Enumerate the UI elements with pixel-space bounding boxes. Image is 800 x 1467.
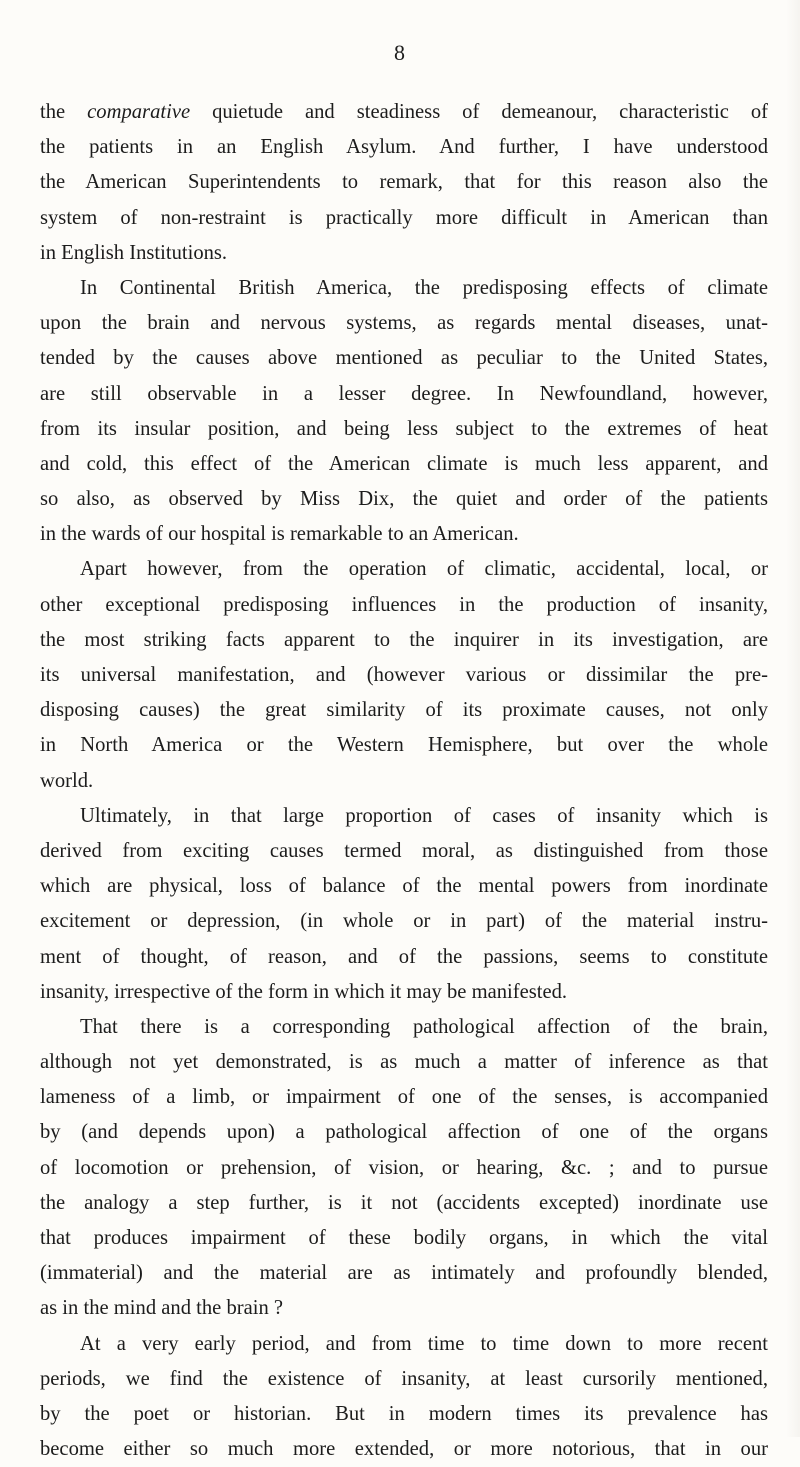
- page-edge-shadow: [786, 0, 800, 1437]
- text-line: derived from exciting causes termed moral, as distinguished from those: [40, 839, 768, 862]
- paragraph-first-line: At a very early period, and from time to time down to more recent: [80, 1332, 768, 1355]
- text-line: (immaterial) and the material are as intimately and profoundly blended,: [40, 1262, 768, 1285]
- text-line: although not yet demonstrated, is as much a matter of inference as that: [40, 1051, 768, 1074]
- text-line: lameness of a limb, or impairment of one of the senses, is accompanied: [40, 1086, 768, 1109]
- text-line: from its insular position, and being less subject to the extremes of heat: [40, 417, 768, 440]
- text-line: become either so much more extended, or more notorious, that in our: [40, 1438, 768, 1461]
- text-line: world.: [40, 769, 94, 792]
- text-line: the American Superintendents to remark, that for this reason also the: [40, 171, 768, 194]
- text-line: system of non-restraint is practically more difficult in American than: [40, 206, 768, 229]
- text-line: periods, we find the existence of insanity, at least cursorily mentioned,: [40, 1367, 768, 1390]
- text-line: by the poet or historian. But in modern times its prevalence has: [40, 1402, 768, 1425]
- text-line: in English Institutions.: [40, 241, 228, 264]
- page-number: 8: [394, 40, 406, 65]
- text-line: excitement or depression, (in whole or in part) of the material instru-: [40, 910, 768, 933]
- text-line: of locomotion or prehension, of vision, or hearing, &c. ; and to pursue: [40, 1156, 768, 1179]
- text-line: the most striking facts apparent to the inquirer in its investigation, are: [40, 628, 768, 651]
- text-line: disposing causes) the great similarity of its proximate causes, not only: [40, 699, 768, 722]
- text-line: and cold, this effect of the American climate is much less apparent, and: [40, 452, 768, 475]
- body-text: [40, 95, 768, 1467]
- paragraph-first-line: That there is a corresponding pathological affection of the brain,: [80, 1015, 768, 1038]
- text-line: its universal manifestation, and (however various or dissimilar the pre-: [40, 664, 768, 686]
- text-line: tended by the causes above mentioned as peculiar to the United States,: [40, 347, 768, 370]
- text-line: as in the mind and the brain ?: [40, 1297, 284, 1320]
- emphasized-word: comparative: [87, 101, 191, 123]
- text-line: by (and depends upon) a pathological affection of one of the organs: [40, 1121, 768, 1144]
- paragraph-first-line: Apart however, from the operation of climatic, accidental, local, or: [80, 558, 768, 581]
- text-line: the patients in an English Asylum. And further, I have understood: [40, 136, 768, 159]
- text-line: upon the brain and nervous systems, as regards mental diseases, unat-: [40, 312, 768, 335]
- paragraph-first-line: Ultimately, in that large proportion of cases of insanity which is: [80, 804, 768, 827]
- text-line: so also, as observed by Miss Dix, the quiet and order of the patients: [40, 488, 768, 511]
- text-line: other exceptional predisposing influences in the production of insanity,: [40, 593, 768, 616]
- text-line: ment of thought, of reason, and of the passions, seems to constitute: [40, 945, 768, 968]
- text-line: in the wards of our hospital is remarkable to an American.: [40, 523, 519, 546]
- text-line: the analogy a step further, is it not (accidents excepted) inordinate use: [40, 1191, 768, 1214]
- text-line: the comparative quietude and steadiness of demeanour, characteristic of: [40, 101, 768, 123]
- text-line: are still observable in a lesser degree. In Newfoundland, however,: [40, 382, 768, 405]
- text-line: insanity, irrespective of the form in which it may be manifested.: [40, 980, 568, 1003]
- text-line: which are physical, loss of balance of the mental powers from inordinate: [40, 875, 768, 898]
- text-line: that produces impairment of these bodily organs, in which the vital: [40, 1227, 768, 1249]
- paragraph-first-line: In Continental British America, the predisposing effects of climate: [80, 276, 768, 299]
- text-line: in North America or the Western Hemisphere, but over the whole: [40, 734, 768, 757]
